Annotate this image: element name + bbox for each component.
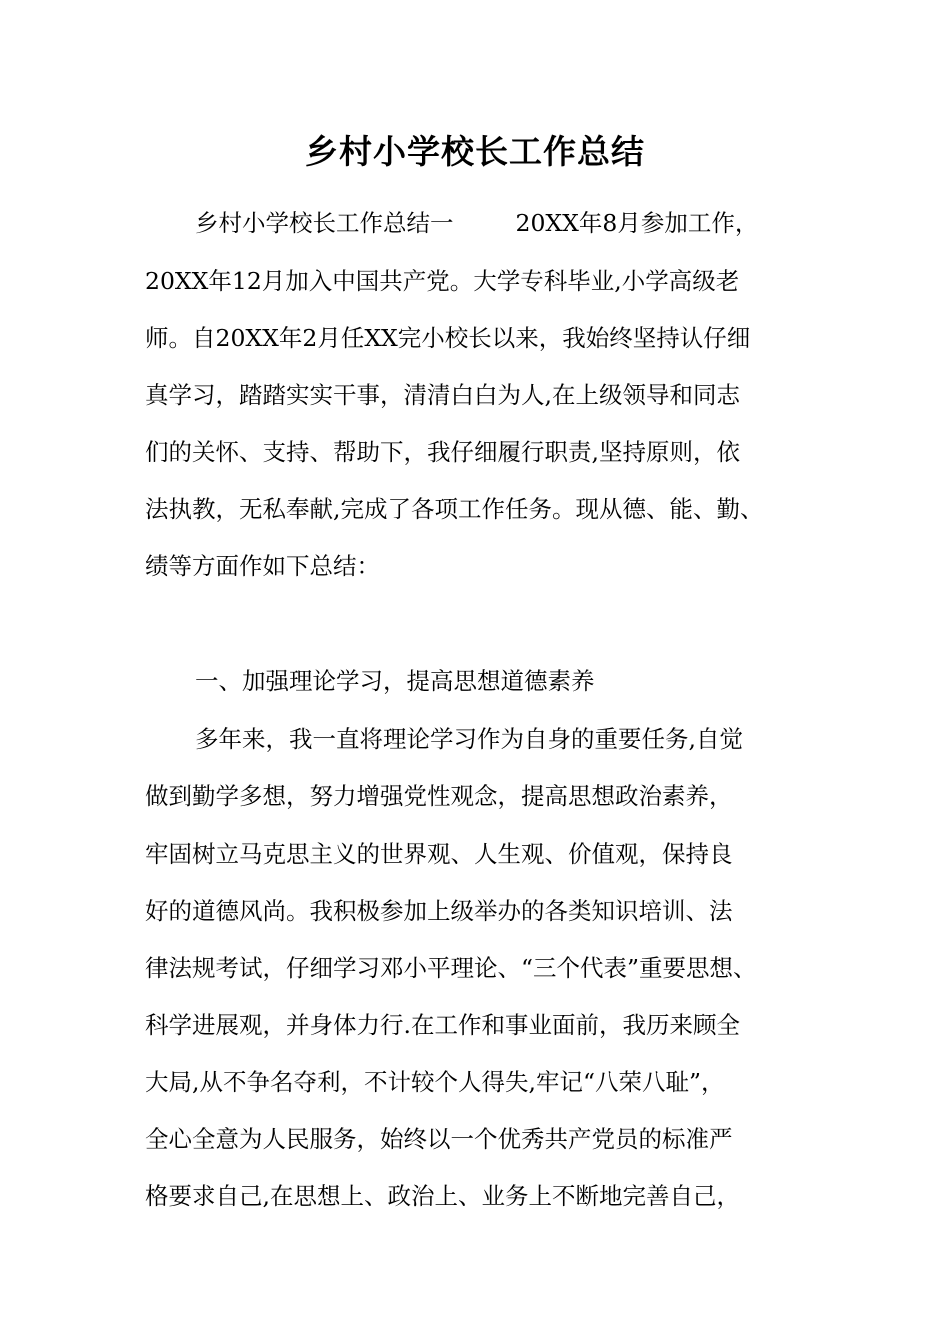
intro-line-7: 绩等方面作如下总结：: [145, 552, 380, 580]
section1-line-6: 科学进展观，并身体力行.在工作和事业面前，我历来顾全: [145, 1011, 740, 1039]
intro-line-4: 真学习，踏踏实实干事，清清白白为人,在上级领导和同志: [145, 381, 740, 409]
intro-line-3: 师。自20XX年2月任XX完小校长以来，我始终坚持认仔细: [145, 324, 751, 352]
document-title: 乡村小学校长工作总结: [305, 132, 645, 171]
section1-line-1: 多年来，我一直将理论学习作为自身的重要任务,自觉: [195, 725, 743, 753]
intro-lead: 乡村小学校长工作总结一: [195, 209, 454, 237]
intro-line-2: 20XX年12月加入中国共产党。大学专科毕业,小学高级老: [145, 267, 740, 295]
section1-line-5: 律法规考试，仔细学习邓小平理论、“三个代表”重要思想、: [145, 954, 757, 982]
intro-line-5: 们的关怀、支持、帮助下，我仔细履行职责,坚持原则，依: [145, 438, 740, 466]
section1-heading: 一、加强理论学习，提高思想道德素养: [195, 667, 595, 695]
section1-line-8: 全心全意为人民服务，始终以一个优秀共产党员的标准严: [145, 1125, 733, 1153]
intro-line-1: [195, 203, 895, 243]
intro-line-6: 法执教，无私奉献,完成了各项工作任务。现从德、能、勤、: [145, 495, 764, 523]
section1-line-9: 格要求自己,在思想上、政治上、业务上不断地完善自己，: [145, 1182, 740, 1210]
section1-line-2: 做到勤学多想，努力增强党性观念，提高思想政治素养，: [145, 782, 733, 810]
section1-line-3: 牢固树立马克思主义的世界观、人生观、价值观，保持良: [145, 840, 733, 868]
section1-line-4: 好的道德风尚。我积极参加上级举办的各类知识培训、法: [145, 897, 733, 925]
intro-line1-rest: 20XX年8月参加工作，: [515, 209, 759, 237]
section1-line-7: 大局,从不争名夺利，不计较个人得失,牢记“八荣八耻”，: [145, 1068, 725, 1096]
